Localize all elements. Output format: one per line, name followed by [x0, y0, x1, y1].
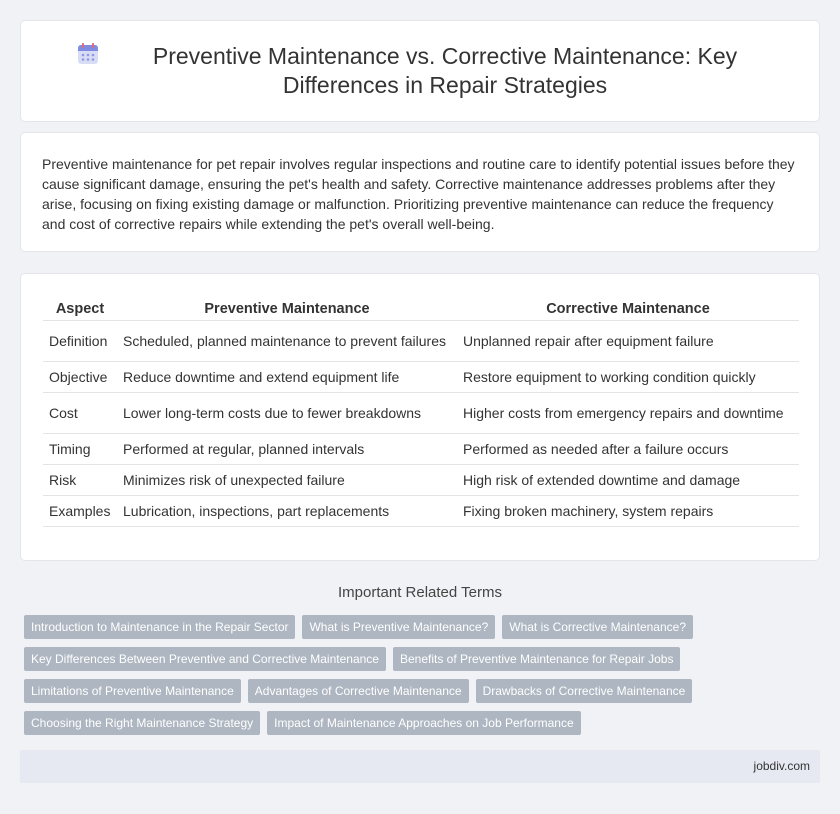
tag-row	[24, 647, 814, 671]
related-term-tag[interactable]: Introduction to Maintenance in the Repair Sector	[24, 615, 295, 639]
related-term-tag[interactable]: What is Preventive Maintenance?	[302, 615, 495, 639]
related-term-tag[interactable]: What is Corrective Maintenance?	[502, 615, 693, 639]
column-header-corrective: Corrective Maintenance	[457, 294, 799, 320]
related-term-tag[interactable]: Impact of Maintenance Approaches on Job Performance	[267, 711, 581, 735]
footer-site-link[interactable]: jobdiv.com	[753, 759, 810, 773]
aspect-cell: Definition	[43, 320, 117, 361]
preventive-cell: Scheduled, planned maintenance to prevent failures	[117, 320, 457, 361]
comparison-card	[20, 273, 820, 561]
table-row	[43, 495, 799, 526]
tag-row	[24, 679, 814, 703]
table-header-row	[43, 294, 799, 320]
table-row	[43, 320, 799, 361]
header-card	[20, 20, 820, 122]
aspect-cell: Risk	[43, 464, 117, 495]
preventive-cell: Lubrication, inspections, part replacements	[117, 495, 457, 526]
corrective-cell: Higher costs from emergency repairs and downtime	[457, 392, 799, 433]
corrective-cell: High risk of extended downtime and damage	[457, 464, 799, 495]
related-term-tag[interactable]: Drawbacks of Corrective Maintenance	[476, 679, 693, 703]
calendar-icon	[75, 41, 101, 67]
aspect-cell: Timing	[43, 433, 117, 464]
corrective-cell: Fixing broken machinery, system repairs	[457, 495, 799, 526]
intro-card	[20, 132, 820, 252]
corrective-cell: Unplanned repair after equipment failure	[457, 320, 799, 361]
aspect-cell: Objective	[43, 361, 117, 392]
page-title: Preventive Maintenance vs. Corrective Maintenance: Key Differences in Repair Strategies	[152, 43, 738, 98]
tag-row	[24, 615, 814, 639]
tag-row	[24, 711, 814, 735]
preventive-cell: Performed at regular, planned intervals	[117, 433, 457, 464]
related-term-tag[interactable]: Benefits of Preventive Maintenance for Repair Jobs	[393, 647, 680, 671]
related-terms-heading: Important Related Terms	[338, 584, 502, 601]
footer	[20, 750, 820, 783]
table-row	[43, 464, 799, 495]
corrective-cell: Performed as needed after a failure occurs	[457, 433, 799, 464]
aspect-cell: Cost	[43, 392, 117, 433]
column-header-preventive: Preventive Maintenance	[117, 294, 457, 320]
preventive-cell: Reduce downtime and extend equipment life	[117, 361, 457, 392]
comparison-table	[43, 294, 799, 527]
related-term-tag[interactable]: Limitations of Preventive Maintenance	[24, 679, 241, 703]
column-header-aspect: Aspect	[43, 294, 117, 320]
table-row	[43, 392, 799, 433]
related-term-tag[interactable]: Advantages of Corrective Maintenance	[248, 679, 469, 703]
table-row	[43, 433, 799, 464]
related-term-tag[interactable]: Choosing the Right Maintenance Strategy	[24, 711, 260, 735]
aspect-cell: Examples	[43, 495, 117, 526]
intro-paragraph: Preventive maintenance for pet repair involves regular inspections and routine care to identify potential issues before they cause significant damage, ensuring the pet's health and safety. Corrective maintenance addresses problems after they arise, focusing on fixing existing damage or malfunction. Prioritizing preventive maintenance can reduce the frequency and cost of corrective repairs while extending the pet's overall well-being.	[42, 156, 795, 232]
preventive-cell: Minimizes risk of unexpected failure	[117, 464, 457, 495]
table-row	[43, 361, 799, 392]
corrective-cell: Restore equipment to working condition quickly	[457, 361, 799, 392]
related-term-tag[interactable]: Key Differences Between Preventive and Corrective Maintenance	[24, 647, 386, 671]
preventive-cell: Lower long-term costs due to fewer breakdowns	[117, 392, 457, 433]
related-terms-list	[24, 615, 814, 743]
